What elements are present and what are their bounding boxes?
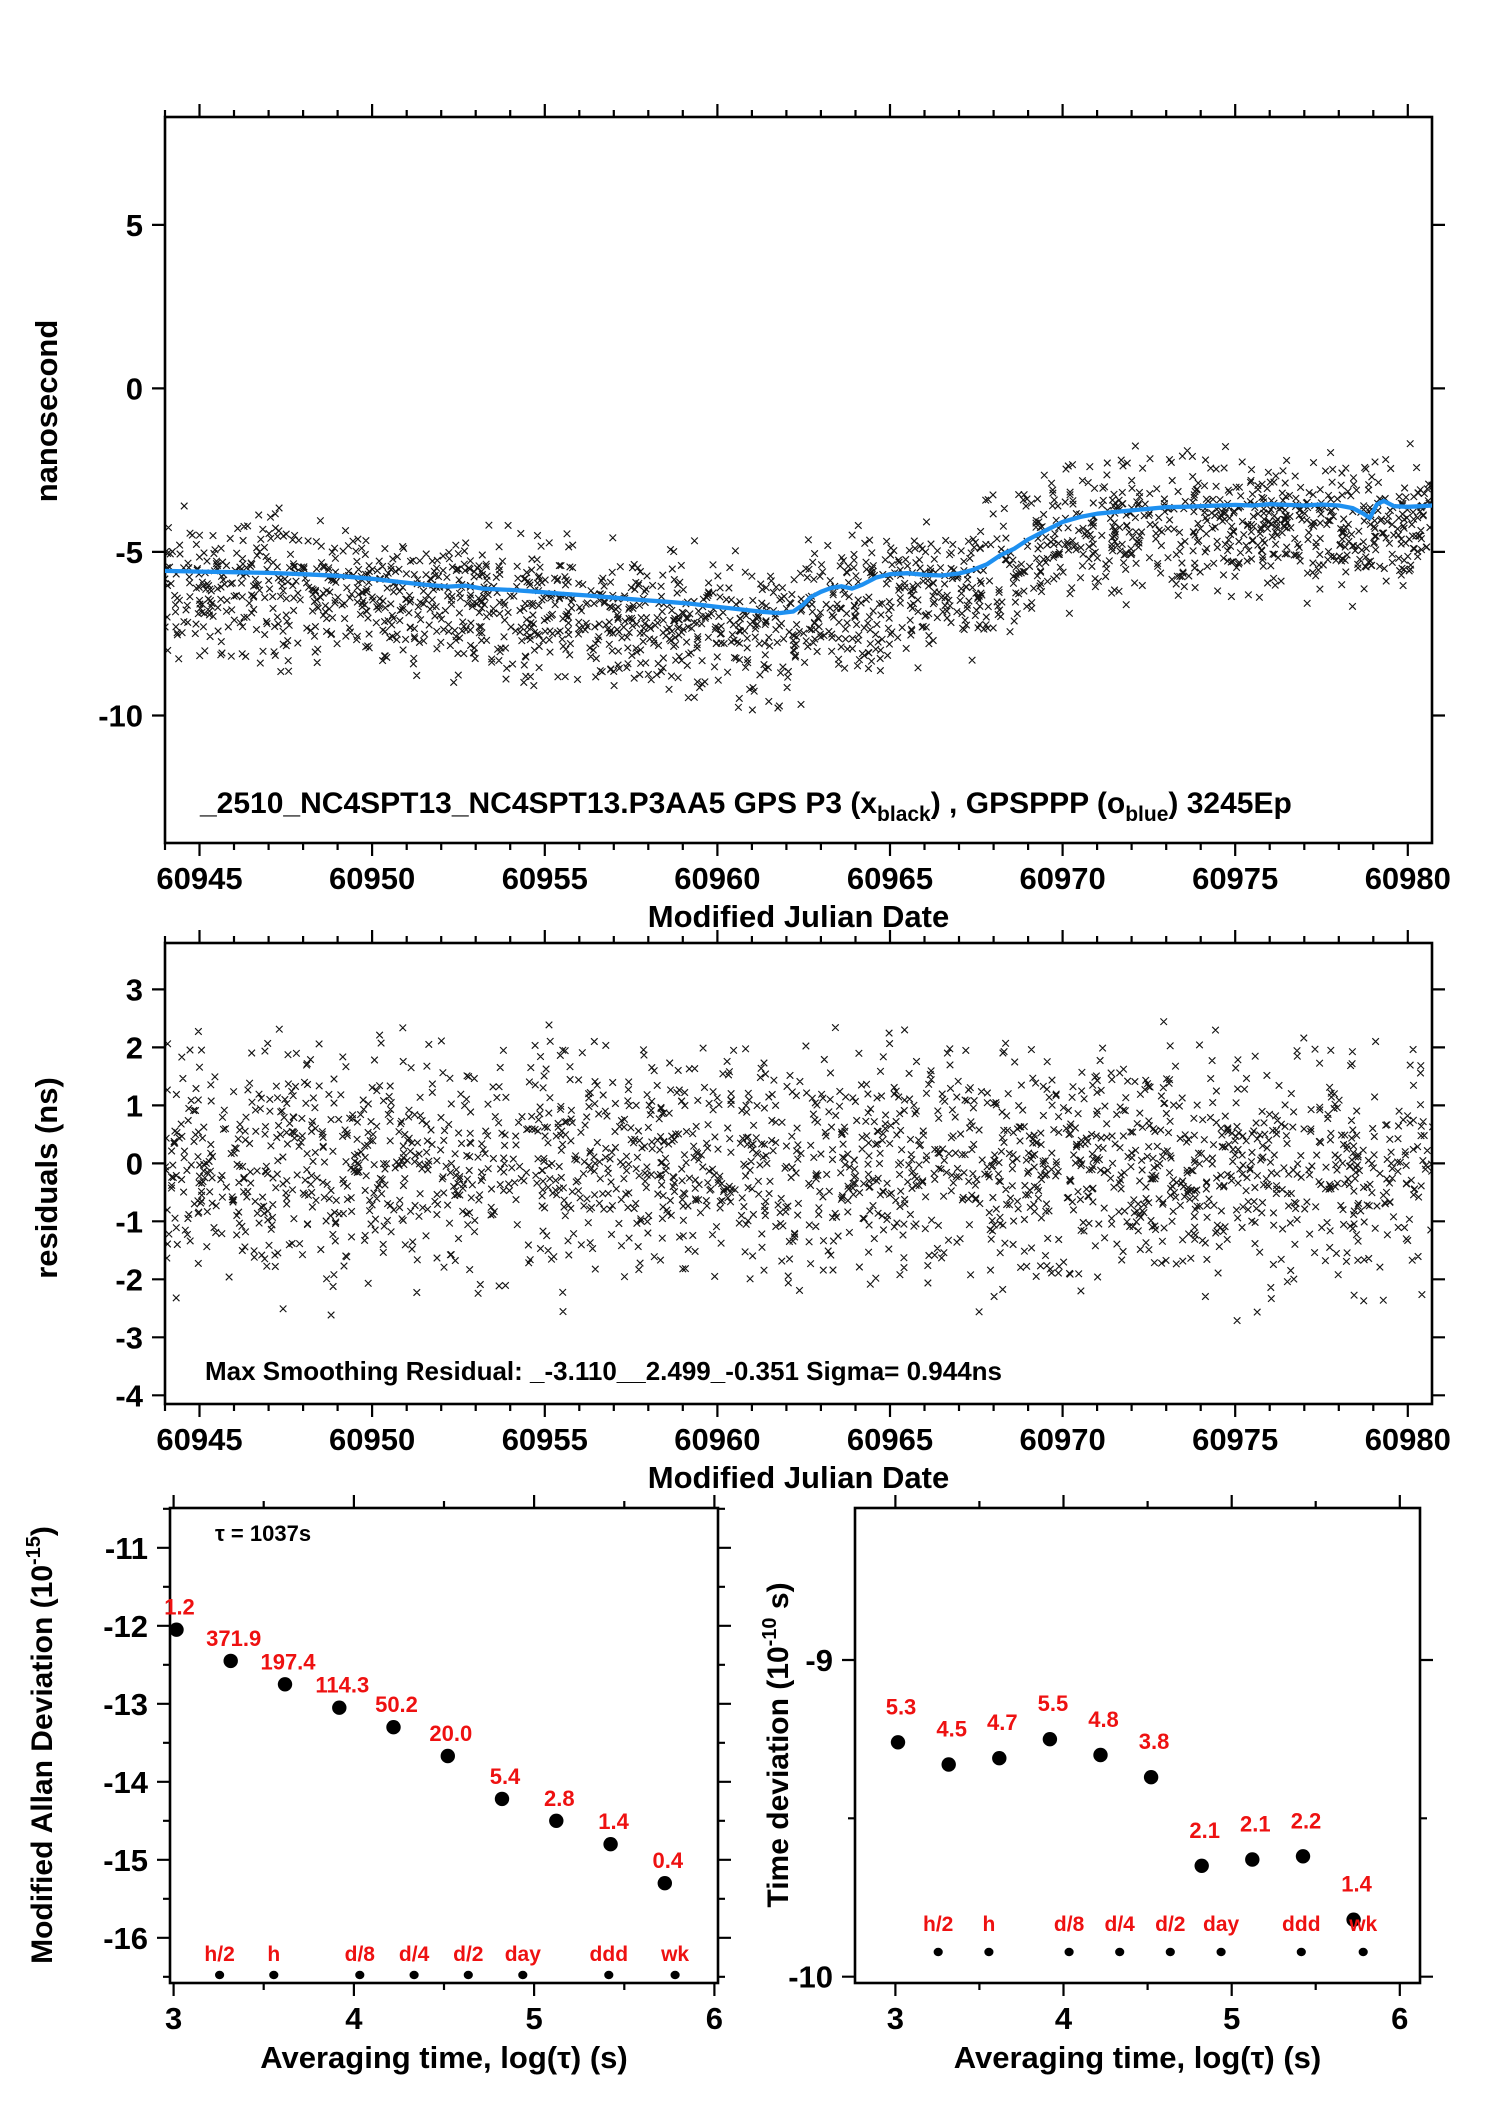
point-value-label: 5.5 — [1037, 1691, 1069, 1717]
y-axis-title — [759, 1582, 795, 1907]
ref-interval-label: h — [267, 1943, 281, 1966]
y-tick-label: -14 — [103, 1764, 148, 1800]
y-tick-label: -2 — [115, 1262, 143, 1298]
y-tick-label: -12 — [103, 1608, 148, 1644]
point-value-label: 4.5 — [936, 1716, 967, 1742]
data-point — [224, 1654, 238, 1668]
label-segment: s) — [762, 1582, 795, 1618]
residuals-plot — [29, 930, 1451, 1495]
data-point — [1296, 1849, 1310, 1863]
y-tick-label: -13 — [103, 1686, 148, 1722]
plot-frame — [165, 117, 1432, 843]
point-value-label: 1.4 — [598, 1809, 629, 1835]
ref-interval-dot — [1166, 1948, 1175, 1956]
ref-interval-label: wk — [1349, 1913, 1378, 1936]
plot-title — [199, 787, 1292, 826]
y-tick-label: -10 — [788, 1959, 833, 1995]
label-segment: ) — [26, 1526, 59, 1537]
x-tick-label: 60950 — [328, 1422, 416, 1457]
point-value-label: 371.9 — [206, 1625, 262, 1651]
ref-interval-label: wk — [661, 1943, 690, 1966]
y-tick-label: -11 — [104, 1530, 148, 1566]
label-segment: ) 3245Ep — [1168, 787, 1292, 820]
ref-interval-label: h/2 — [204, 1943, 235, 1966]
ref-interval-label: day — [1203, 1913, 1240, 1936]
data-point — [169, 1623, 183, 1637]
y-tick-label: -4 — [115, 1378, 143, 1414]
data-point — [495, 1792, 509, 1806]
ref-interval-dot — [1217, 1948, 1226, 1956]
point-value-label: 50.2 — [375, 1692, 418, 1718]
point-value-label: 1.2 — [164, 1594, 195, 1620]
x-axis-title: Modified Julian Date — [647, 1460, 950, 1495]
label-segment: Time deviation (10 — [762, 1646, 795, 1908]
point-value-label: 114.3 — [315, 1672, 370, 1698]
x-tick-label: 60955 — [501, 861, 588, 896]
x-tick-label: 60960 — [674, 1422, 761, 1457]
data-point — [658, 1876, 672, 1890]
x-tick-label: 60970 — [1019, 861, 1106, 896]
data-point — [1195, 1859, 1209, 1873]
y-tick-label: 3 — [125, 972, 143, 1008]
ref-interval-dot — [355, 1971, 364, 1979]
max-residual-annotation: Max Smoothing Residual: _-3.110__2.499_-0.351 Sigma= 0.944ns — [205, 1356, 1002, 1386]
x-tick-label: 60965 — [846, 861, 934, 896]
y-tick-label: -10 — [98, 698, 143, 734]
y-axis-title — [23, 1526, 59, 1964]
ref-interval-label: h/2 — [923, 1913, 954, 1936]
point-value-label: 4.8 — [1088, 1707, 1119, 1732]
x-tick-label: 60970 — [1019, 1422, 1106, 1457]
point-value-label: 2.1 — [1189, 1817, 1220, 1843]
ref-interval-label: h — [982, 1913, 996, 1936]
ref-interval-dot — [269, 1971, 278, 1979]
y-tick-label: -1 — [115, 1204, 143, 1240]
label-segment: _2510_NC4SPT13_NC4SPT13.P3AA5 GPS P3 (x — [200, 787, 878, 820]
ref-interval-label: ddd — [1282, 1913, 1321, 1936]
data-point — [278, 1677, 292, 1691]
phase-plot — [29, 104, 1451, 934]
data-point — [942, 1757, 956, 1771]
ref-interval-dot — [671, 1971, 680, 1979]
label-super-segment: -10 — [759, 1617, 781, 1647]
ref-interval-dot — [1065, 1948, 1074, 1956]
scatter-x-markers — [162, 1018, 1436, 1324]
x-axis-title: Averaging time, log(τ) (s) — [953, 2040, 1322, 2075]
y-tick-label: 5 — [125, 207, 143, 243]
point-value-label: 197.4 — [260, 1649, 316, 1675]
y-tick-label: -3 — [115, 1320, 143, 1356]
label-segment: ) , GPSPPP (o — [930, 787, 1126, 820]
point-value-label: 0.4 — [652, 1848, 684, 1874]
x-tick-label: 60955 — [501, 1422, 588, 1457]
x-tick-label: 60980 — [1364, 1422, 1451, 1457]
x-tick-label: 60945 — [156, 861, 243, 896]
tau-annotation: τ = 1037s — [215, 1521, 312, 1546]
ref-interval-label: ddd — [589, 1943, 629, 1966]
ref-interval-label: d/4 — [1104, 1913, 1135, 1936]
point-value-label: 4.7 — [987, 1710, 1018, 1736]
y-tick-label: 0 — [125, 371, 143, 407]
x-tick-label: 60975 — [1192, 861, 1279, 896]
y-axis-title: nanosecond — [29, 319, 64, 503]
ref-interval-dot — [1115, 1948, 1124, 1956]
x-tick-label: 4 — [345, 2001, 363, 2036]
x-tick-label: 4 — [1054, 2001, 1073, 2036]
y-tick-label: 1 — [125, 1088, 143, 1124]
y-axis-title: residuals (ns) — [29, 1077, 64, 1279]
ref-interval-label: d/2 — [453, 1943, 484, 1966]
ref-interval-dot — [464, 1971, 473, 1979]
data-point — [549, 1814, 563, 1828]
data-point — [891, 1735, 905, 1749]
point-value-label: 1.4 — [1341, 1871, 1372, 1897]
label-sub-segment: blue — [1125, 803, 1169, 826]
ref-interval-dot — [215, 1971, 224, 1979]
ref-interval-label: d/2 — [1155, 1913, 1186, 1936]
data-point — [441, 1749, 455, 1763]
point-value-label: 2.1 — [1240, 1811, 1271, 1837]
ref-interval-dot — [934, 1948, 943, 1956]
point-value-label: 20.0 — [429, 1721, 473, 1746]
x-tick-label: 60965 — [846, 1422, 934, 1457]
ref-interval-dot — [1297, 1948, 1306, 1956]
y-tick-label: 0 — [125, 1146, 143, 1182]
x-tick-label: 60950 — [328, 861, 416, 896]
point-value-label: 5.4 — [489, 1763, 521, 1789]
data-point — [1043, 1732, 1057, 1746]
label-super-segment: -15 — [23, 1536, 45, 1565]
x-tick-label: 5 — [1223, 2001, 1241, 2036]
ref-interval-label: d/8 — [1053, 1913, 1085, 1936]
x-tick-label: 5 — [525, 2001, 543, 2036]
tdev-plot — [759, 1495, 1433, 2075]
y-tick-label: -15 — [103, 1842, 148, 1878]
point-value-label: 5.3 — [885, 1694, 917, 1720]
y-tick-label: 2 — [125, 1030, 143, 1066]
ref-interval-label: day — [504, 1943, 541, 1966]
data-point — [992, 1751, 1006, 1765]
point-value-label: 2.8 — [544, 1785, 575, 1811]
ref-interval-dot — [984, 1948, 993, 1956]
x-tick-label: 3 — [886, 2001, 905, 2036]
mdev-plot — [23, 1495, 731, 2075]
data-point — [386, 1720, 400, 1734]
x-tick-label: 6 — [1391, 2001, 1409, 2036]
x-axis-title: Averaging time, log(τ) (s) — [260, 2040, 628, 2075]
label-segment: Modified Allan Deviation (10 — [26, 1564, 59, 1964]
point-value-label: 3.8 — [1138, 1729, 1170, 1755]
x-tick-label: 6 — [705, 2001, 724, 2036]
axis-ticks — [152, 930, 1445, 1417]
x-tick-label: 3 — [164, 2001, 183, 2036]
data-point — [1245, 1852, 1259, 1866]
plot-frame — [855, 1508, 1420, 1983]
ref-interval-label: d/4 — [398, 1943, 430, 1966]
x-tick-label: 60975 — [1192, 1422, 1279, 1457]
ref-interval-dot — [604, 1971, 613, 1979]
x-tick-label: 60980 — [1364, 861, 1451, 896]
x-axis-title: Modified Julian Date — [647, 899, 950, 934]
x-tick-label: 60945 — [156, 1422, 243, 1457]
ref-interval-label: d/8 — [344, 1943, 375, 1966]
label-sub-segment: black — [877, 803, 931, 826]
y-tick-label: -16 — [103, 1920, 148, 1956]
ref-interval-dot — [410, 1971, 419, 1979]
data-point — [603, 1837, 617, 1851]
data-point — [1093, 1748, 1107, 1762]
ref-interval-dot — [518, 1971, 527, 1979]
y-tick-label: -5 — [115, 534, 143, 570]
y-tick-label: -9 — [805, 1643, 833, 1678]
scatter-layer — [162, 1018, 1436, 1324]
data-point — [332, 1701, 346, 1715]
ref-interval-dot — [1359, 1948, 1368, 1956]
x-tick-label: 60960 — [674, 861, 761, 896]
point-value-label: 2.2 — [1290, 1808, 1322, 1834]
data-point — [1144, 1770, 1158, 1784]
